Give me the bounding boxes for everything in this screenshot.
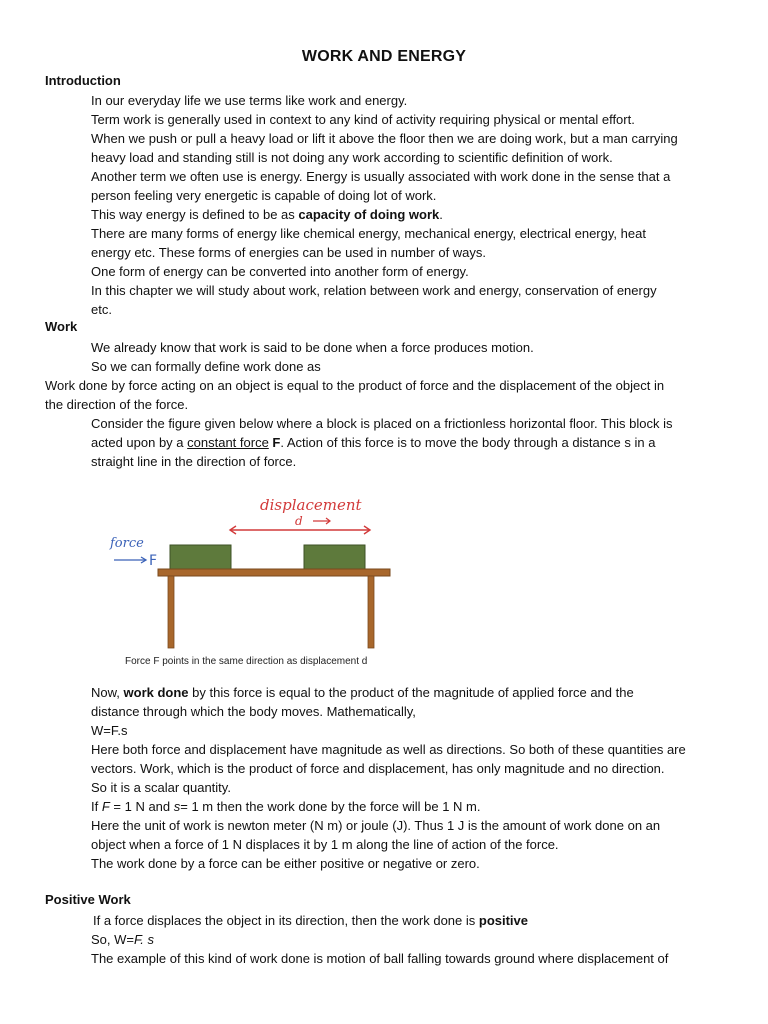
intro-line-7 — [91, 205, 443, 224]
intro-line-10: One form of energy can be converted into another form of energy. — [91, 264, 469, 279]
positive-line-2 — [91, 930, 154, 949]
intro-line-1: In our everyday life we use terms like work and energy. — [91, 93, 408, 108]
force-symbol: F — [272, 435, 281, 450]
intro-line-4: heavy load and standing still is not doing any work according to scientific definition of work. — [91, 150, 613, 165]
block-end — [304, 545, 365, 569]
table-top — [158, 569, 390, 576]
after-line-8: Here the unit of work is newton meter (N m) or joule (J). Thus 1 J is the amount of work done on an — [91, 818, 661, 833]
intro-line-8: There are many forms of energy like chemical energy, mechanical energy, electrical energy, heat — [91, 226, 646, 241]
positive-term: positive — [478, 913, 528, 928]
force-displacement-figure — [100, 485, 410, 675]
page-title: WORK AND ENERGY — [301, 48, 467, 65]
heading-positive-work: Positive Work — [45, 892, 131, 907]
table-leg-left — [168, 576, 174, 648]
positive-line-1 — [93, 911, 528, 930]
positive-text: If a force displaces the object in its direction, then the work done is — [93, 913, 479, 928]
heading-work: Work — [45, 319, 78, 334]
fs-term: F. s — [134, 932, 154, 947]
s-symbol: s — [173, 799, 181, 814]
after-line-6: So it is a scalar quantity. — [91, 780, 231, 795]
positive-line-3: The example of this kind of work done is motion of ball falling towards ground where displacement of — [91, 951, 669, 966]
work-line-5: Consider the figure given below where a block is placed on a frictionless horizontal floor. This block is — [91, 416, 673, 431]
after-line-4: Here both force and displacement have magnitude as well as directions. So both of these quantities are — [91, 742, 686, 757]
after-text-cont: by this force is equal to the product of the magnitude of applied force and the — [188, 685, 634, 700]
displacement-label: displacement — [260, 496, 362, 514]
formula-line: W=F.s — [91, 723, 128, 738]
after-line-7 — [91, 797, 481, 816]
table-leg-right — [368, 576, 374, 648]
after-line-9: object when a force of 1 N displaces it by 1 m along the line of action of the force. — [91, 837, 559, 852]
after-line-10: The work done by a force can be either positive or negative or zero. — [91, 856, 480, 871]
intro-line-6: person feeling very energetic is capable of doing lot of work. — [91, 188, 437, 203]
work-line-6 — [91, 433, 655, 452]
result-text: = 1 m then the work done by the force will be 1 N m. — [180, 799, 481, 814]
so-text: So, W= — [91, 932, 134, 947]
after-line-5: vectors. Work, which is the product of force and displacement, has only magnitude and no direction. — [91, 761, 665, 776]
F-symbol: F — [101, 799, 110, 814]
work-line-1: We already know that work is said to be done when a force produces motion. — [91, 340, 534, 355]
intro-line-9: energy etc. These forms of energies can be used in number of ways. — [91, 245, 487, 260]
after-text: Now, — [91, 685, 124, 700]
intro-line-12: etc. — [91, 302, 112, 317]
constant-force-term: constant force — [187, 435, 269, 450]
intro-line-11: In this chapter we will study about work, relation between work and energy, conservation of energy — [91, 283, 657, 298]
work-text: acted upon by a — [91, 435, 188, 450]
intro-line-3: When we push or pull a heavy load or lift it above the floor then we are doing work, but a man carrying — [91, 131, 678, 146]
intro-bold-term: capacity of doing work — [298, 207, 440, 222]
after-line-2: distance through which the body moves. Mathematically, — [91, 704, 416, 719]
displacement-d-label: d — [295, 514, 303, 528]
heading-introduction: Introduction — [45, 73, 121, 88]
force-F-label: F — [149, 553, 158, 569]
if-text: If — [91, 799, 102, 814]
work-line-3: Work done by force acting on an object is equal to the product of force and the displacement of the object in — [45, 378, 665, 393]
intro-text: This way energy is defined to be as — [91, 207, 299, 222]
intro-line-5: Another term we often use is energy. Energy is usually associated with work done in the sense that a — [91, 169, 671, 184]
after-line-1 — [91, 683, 634, 702]
block-start — [170, 545, 231, 569]
work-line-4: the direction of the force. — [45, 397, 189, 412]
work-line-2: So we can formally define work done as — [91, 359, 321, 374]
work-line-7: straight line in the direction of force. — [91, 454, 297, 469]
intro-period: . — [439, 207, 443, 222]
figure-caption: Force F points in the same direction as displacement d — [125, 656, 368, 667]
intro-line-2: Term work is generally used in context to any kind of activity requiring physical or mental effort. — [91, 112, 635, 127]
force-label: force — [110, 536, 144, 551]
equals-text: = 1 N and — [109, 799, 174, 814]
work-text-cont: . Action of this force is to move the body through a distance s in a — [280, 435, 656, 450]
work-done-term: work done — [123, 685, 189, 700]
